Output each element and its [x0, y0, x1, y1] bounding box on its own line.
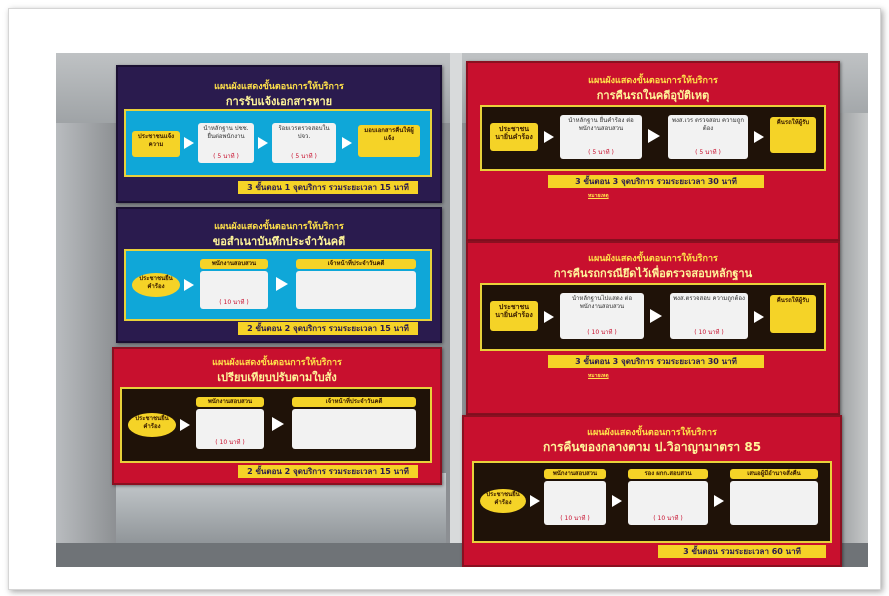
poster-title: การรับแจ้งเอกสารหาย	[225, 95, 333, 108]
step-box: คืนรถให้ผู้รับ	[770, 295, 816, 333]
poster-heading: แผนผังแสดงขั้นตอนการให้บริการ	[588, 254, 718, 264]
poster-heading: แผนผังแสดงขั้นตอนการให้บริการ	[214, 82, 344, 92]
step-time: ( 10 นาที )	[587, 329, 617, 336]
step-box	[670, 293, 748, 339]
step-time: ( 5 นาที )	[291, 153, 317, 160]
summary-bar: 2 ขั้นตอน 2 จุดบริการ รวมระยะเวลา 15 นาที	[238, 322, 418, 335]
arrow-right-icon	[612, 495, 622, 507]
poster-vehicle-return-evidence	[466, 241, 840, 415]
step-box	[560, 293, 644, 339]
poster-title: ขอสำเนาบันทึกประจำวันคดี	[212, 235, 346, 248]
arrow-right-icon	[544, 311, 554, 323]
step-text: นำหลักฐานไปแสดง ต่อพนักงานสอบสวน	[571, 295, 633, 310]
arrow-right-icon	[180, 419, 190, 431]
arrow-right-icon	[342, 137, 352, 149]
step-box	[628, 481, 708, 525]
poster-heading: แผนผังแสดงขั้นตอนการให้บริการ	[587, 428, 717, 438]
poster-lost-document	[116, 65, 442, 203]
summary-bar: 3 ขั้นตอน 3 จุดบริการ รวมระยะเวลา 30 นาที	[548, 355, 764, 368]
poster-title: การคืนรถกรณียึดไว้เพื่อตรวจสอบหลักฐาน	[553, 267, 753, 280]
flow-panel	[480, 105, 826, 171]
step-box: ประชาชนยื่นคำร้อง	[128, 413, 176, 437]
arrow-right-icon	[276, 277, 288, 291]
step-header: พนักงานสอบสวน	[200, 259, 268, 269]
step-box	[730, 481, 818, 525]
step-header: พนักงานสอบสวน	[544, 469, 606, 479]
arrow-right-icon	[754, 131, 764, 143]
step-box: ประชาชนแจ้งความ	[132, 131, 180, 157]
arrow-right-icon	[184, 279, 194, 291]
summary-bar: 3 ขั้นตอน 1 จุดบริการ รวมระยะเวลา 15 นาที	[238, 181, 418, 194]
arrow-right-icon	[754, 311, 764, 323]
left-wall	[56, 123, 116, 567]
step-box: คืนรถให้ผู้รับ	[770, 117, 816, 153]
poster-title: การคืนของกลางตาม ป.วิอาญามาตรา 85	[542, 440, 762, 454]
step-time: ( 10 นาที )	[694, 329, 724, 336]
step-box	[544, 481, 606, 525]
step-header: เจ้าหน้าที่ประจำวันคดี	[292, 397, 416, 407]
arrow-right-icon	[648, 129, 660, 143]
poster-title: เปรียบเทียบปรับตามใบสั่ง	[217, 371, 337, 384]
flow-panel	[124, 249, 432, 321]
step-time: ( 5 นาที )	[695, 149, 721, 156]
arrow-right-icon	[258, 137, 268, 149]
step-text: นำหลักฐาน ปชช. ยื่นต่อพนักงาน	[203, 125, 249, 140]
step-time: ( 10 นาที )	[560, 515, 590, 522]
step-time: ( 10 นาที )	[215, 439, 245, 446]
arrow-right-icon	[650, 309, 662, 323]
poster-vehicle-return-accident	[466, 61, 840, 241]
step-header: เจ้าหน้าที่ประจำวันคดี	[296, 259, 416, 269]
step-box: ประชาชน นายิ่นคำร้อง	[490, 301, 538, 331]
step-box	[200, 271, 268, 309]
step-box	[296, 271, 416, 309]
poster-heading: แผนผังแสดงขั้นตอนการให้บริการ	[588, 76, 718, 86]
step-box: ประชาชนยื่นคำร้อง	[132, 273, 180, 297]
flow-panel	[480, 283, 826, 351]
step-box	[272, 123, 336, 163]
poster-heading: แผนผังแสดงขั้นตอนการให้บริการ	[214, 222, 344, 232]
step-text: นำหลักฐาน ยื่นคำร้อง ต่อพนักงานสอบสวน	[568, 117, 634, 132]
arrow-right-icon	[544, 131, 554, 143]
arrow-right-icon	[530, 495, 540, 507]
step-box	[560, 115, 642, 159]
note-label: หมายเหตุ	[588, 373, 609, 379]
step-box: ประชาชน นายิ่นคำร้อง	[490, 123, 538, 151]
step-text: ร้อยเวรตรวจสอบใน ปจว.	[278, 125, 330, 140]
flow-panel	[472, 461, 832, 543]
poster-traffic-fine	[112, 347, 442, 485]
summary-bar: 3 ขั้นตอน รวมระยะเวลา 60 นาที	[658, 545, 826, 558]
flow-panel	[124, 109, 432, 177]
poster-copy-daily-record	[116, 207, 442, 343]
step-header: เสนอผู้มีอำนาจสั่งคืน	[730, 469, 818, 479]
summary-bar: 3 ขั้นตอน 3 จุดบริการ รวมระยะเวลา 30 นาที	[548, 175, 764, 188]
arrow-right-icon	[272, 417, 284, 431]
step-time: ( 10 นาที )	[219, 299, 249, 306]
step-time: ( 5 นาที )	[588, 149, 614, 156]
step-header: พนักงานสอบสวน	[196, 397, 264, 407]
step-box	[198, 123, 254, 163]
poster-heading: แผนผังแสดงขั้นตอนการให้บริการ	[212, 358, 342, 368]
step-text: พงส.ตรวจสอบ ความถูกต้อง	[673, 295, 745, 302]
poster-title: การคืนรถในคดีอุบัติเหตุ	[596, 89, 710, 102]
step-box	[196, 409, 264, 449]
photo-frame	[8, 8, 881, 590]
step-text: พงส.เวร ตรวจสอบ ความถูกต้อง	[672, 117, 744, 132]
arrow-right-icon	[714, 495, 724, 507]
step-box	[668, 115, 748, 159]
poster-return-seized-items	[462, 415, 842, 567]
note-label: หมายเหตุ	[588, 193, 609, 199]
step-time: ( 5 นาที )	[213, 153, 239, 160]
step-box	[292, 409, 416, 449]
arrow-right-icon	[184, 137, 194, 149]
flow-panel	[120, 387, 432, 463]
step-box: มอบเอกสารคืนให้ผู้แจ้ง	[358, 125, 420, 157]
office-photo	[56, 53, 868, 567]
step-time: ( 10 นาที )	[653, 515, 683, 522]
step-header: รอง ผกก.สอบสวน	[628, 469, 708, 479]
glass-partition-frame	[450, 53, 462, 567]
step-box: ประชาชนยื่นคำร้อง	[480, 489, 526, 513]
summary-bar: 2 ขั้นตอน 2 จุดบริการ รวมระยะเวลา 15 นาที	[238, 465, 418, 478]
